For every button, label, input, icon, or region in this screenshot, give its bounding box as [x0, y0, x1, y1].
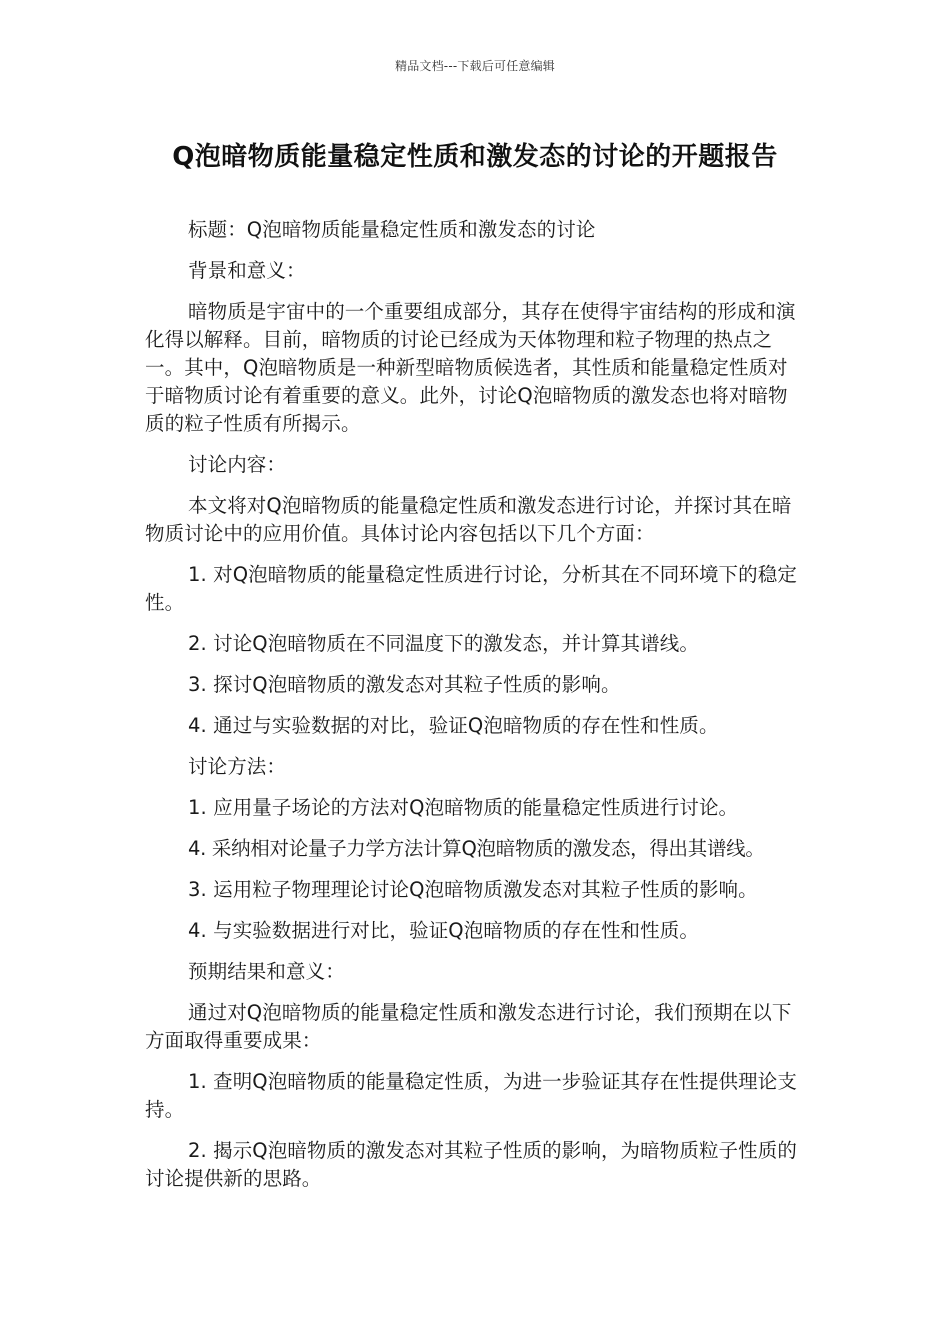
section-heading-expected: 预期结果和意义：: [188, 960, 345, 983]
list-item-method-1: 1. 应用量子场论的方法对Q泡暗物质的能量稳定性质进行讨论。: [188, 796, 739, 819]
list-item-expected-1: 1. 查明Q泡暗物质的能量稳定性质，为进一步验证其存在性提供理论支持。: [145, 1070, 797, 1121]
section-heading-method: 讨论方法：: [188, 755, 287, 778]
paragraph-content-intro: 本文将对Q泡暗物质的能量稳定性质和激发态进行讨论，并探讨其在暗物质讨论中的应用价值。具体讨论内容包括以下几个方面：: [145, 494, 792, 545]
paragraph-expected-intro: 通过对Q泡暗物质的能量稳定性质和激发态进行讨论，我们预期在以下方面取得重要成果：: [145, 1001, 792, 1052]
list-item-content-3: 3. 探讨Q泡暗物质的激发态对其粒子性质的影响。: [188, 673, 621, 696]
list-item-content-4: 4. 通过与实验数据的对比，验证Q泡暗物质的存在性和性质。: [188, 714, 719, 737]
list-item-method-2: 4. 采纳相对论量子力学方法计算Q泡暗物质的激发态，得出其谱线。: [188, 837, 765, 860]
document-body: [145, 216, 807, 1206]
document-title: Q泡暗物质能量稳定性质和激发态的讨论的开题报告: [172, 142, 778, 172]
list-item-method-3: 3. 运用粒子物理理论讨论Q泡暗物质激发态对其粒子性质的影响。: [188, 878, 758, 901]
header-note: 精品文档---下载后可任意编辑: [395, 59, 555, 73]
list-item-method-4: 4. 与实验数据进行对比，验证Q泡暗物质的存在性和性质。: [188, 919, 699, 942]
list-item-expected-2: 2. 揭示Q泡暗物质的激发态对其粒子性质的影响，为暗物质粒子性质的讨论提供新的思路。: [145, 1139, 797, 1190]
list-item-content-2: 2. 讨论Q泡暗物质在不同温度下的激发态，并计算其谱线。: [188, 632, 699, 655]
paragraph-title-line: 标题：Q泡暗物质能量稳定性质和激发态的讨论: [188, 218, 596, 241]
section-heading-background: 背景和意义：: [188, 259, 306, 282]
paragraph-background: 暗物质是宇宙中的一个重要组成部分，其存在使得宇宙结构的形成和演化得以解释。目前，暗物质的讨论已经成为天体物理和粒子物理的热点之一。其中，Q泡暗物质是一种新型暗物质候选者，其性质和能量稳定性质对于暗物质讨论有着重要的意义。此外，讨论Q泡暗物质的激发态也将对暗物质的粒子性质有所揭示。: [145, 300, 796, 435]
list-item-content-1: 1. 对Q泡暗物质的能量稳定性质进行讨论，分析其在不同环境下的稳定性。: [145, 563, 797, 614]
section-heading-content: 讨论内容：: [188, 453, 287, 476]
